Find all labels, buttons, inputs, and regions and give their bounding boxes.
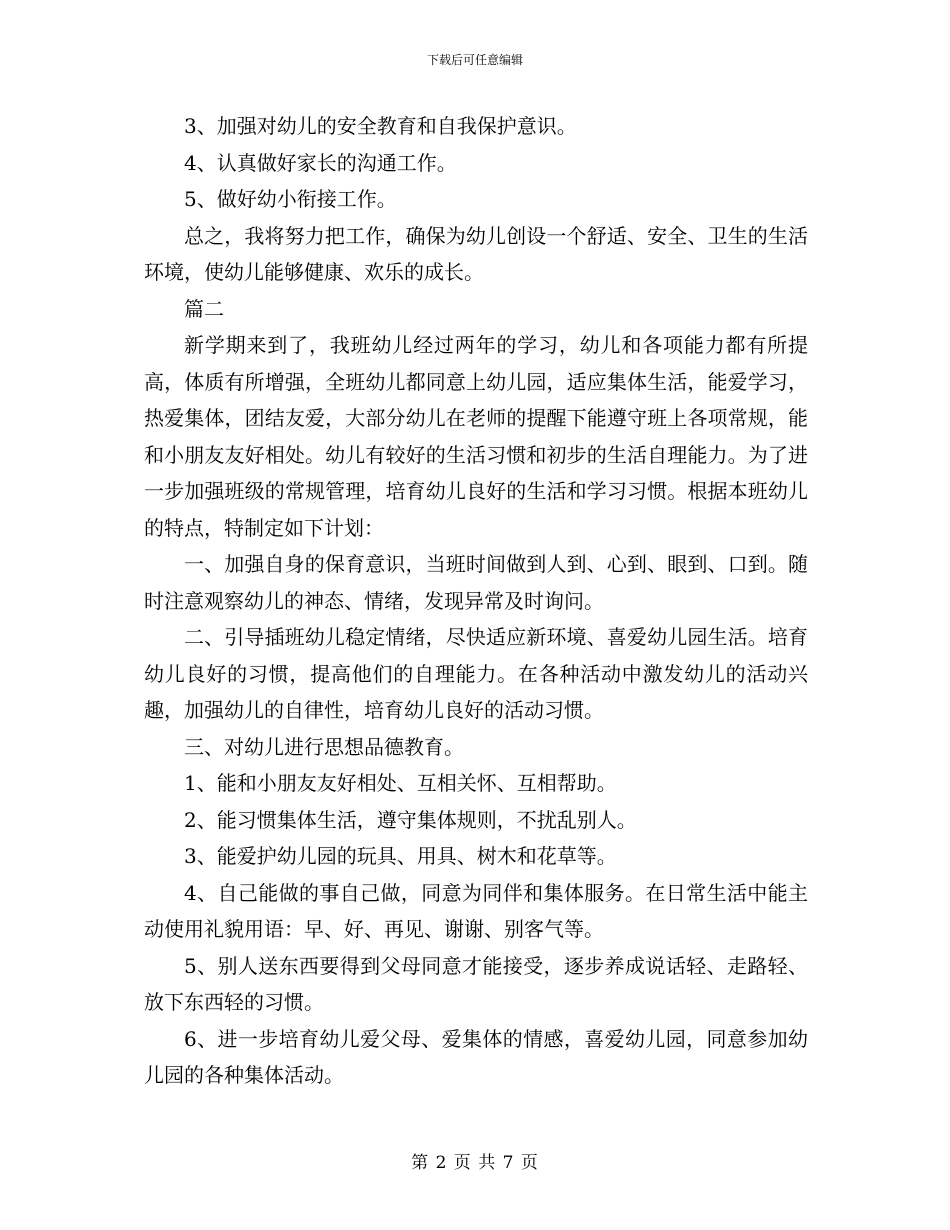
list-item-2: 2、能习惯集体生活，遵守集体规则，不扰乱别人。 bbox=[184, 807, 637, 832]
section-title: 篇二 bbox=[184, 296, 224, 321]
paragraph-intro: 新学期来到了，我班幼儿经过两年的学习，幼儿和各项能力都有所提高，体质有所增强，全班幼儿都同意上幼儿园，适应集体生活，能爱学习，热爱集体，团结友爱，大部分幼儿在老师的提醒下能遵守班上各项常规，能和小朋友友好相处。幼儿有较好的生活习惯和初步的生活自理能力。为了进一步加强班级的常规管理，培育幼儿良好的生活和学习习惯。根据本班幼儿的特点，特制定如下计划： bbox=[144, 333, 808, 540]
list-item-5: 5、别人送东西要得到父母同意才能接受，逐步养成说话轻、走路轻、放下东西轻的习惯。 bbox=[144, 953, 808, 1014]
list-item-4: 4、自己能做的事自己做，同意为同伴和集体服务。在日常生活中能主动使用礼貌用语：早、好、再见、谢谢、别客气等。 bbox=[144, 880, 808, 941]
list-item-6: 6、进一步培育幼儿爱父母、爱集体的情感，喜爱幼儿园，同意参加幼儿园的各种集体活动。 bbox=[144, 1026, 808, 1087]
paragraph-summary: 总之，我将努力把工作，确保为幼儿创设一个舒适、安全、卫生的生活环境，使幼儿能够健康、欢乐的成长。 bbox=[144, 223, 808, 284]
paragraph-section-3: 三、对幼儿进行思想品德教育。 bbox=[184, 734, 464, 759]
page-footer: 第 2 页 共 7 页 bbox=[411, 1153, 539, 1173]
list-item-3: 3、能爱护幼儿园的玩具、用具、树木和花草等。 bbox=[184, 844, 617, 868]
paragraph-section-2: 二、引导插班幼儿稳定情绪，尽快适应新环境、喜爱幼儿园生活。培育幼儿良好的习惯，提高他们的自理能力。在各种活动中激发幼儿的活动兴趣，加强幼儿的自律性，培育幼儿良好的活动习惯。 bbox=[144, 625, 808, 722]
paragraph-item-4: 4、认真做好家长的沟通工作。 bbox=[184, 150, 457, 175]
paragraph-section-1: 一、加强自身的保育意识，当班时间做到人到、心到、眼到、口到。随时注意观察幼儿的神态、情绪，发现异常及时询问。 bbox=[144, 552, 808, 613]
list-item-1: 1、能和小朋友友好相处、互相关怀、互相帮助。 bbox=[184, 771, 617, 795]
document-body bbox=[144, 108, 808, 1094]
page-header: 下载后可任意编辑 bbox=[426, 53, 523, 67]
paragraph-item-3: 3、加强对幼儿的安全教育和自我保护意识。 bbox=[184, 114, 577, 138]
paragraph-item-5: 5、做好幼小衔接工作。 bbox=[184, 187, 397, 211]
